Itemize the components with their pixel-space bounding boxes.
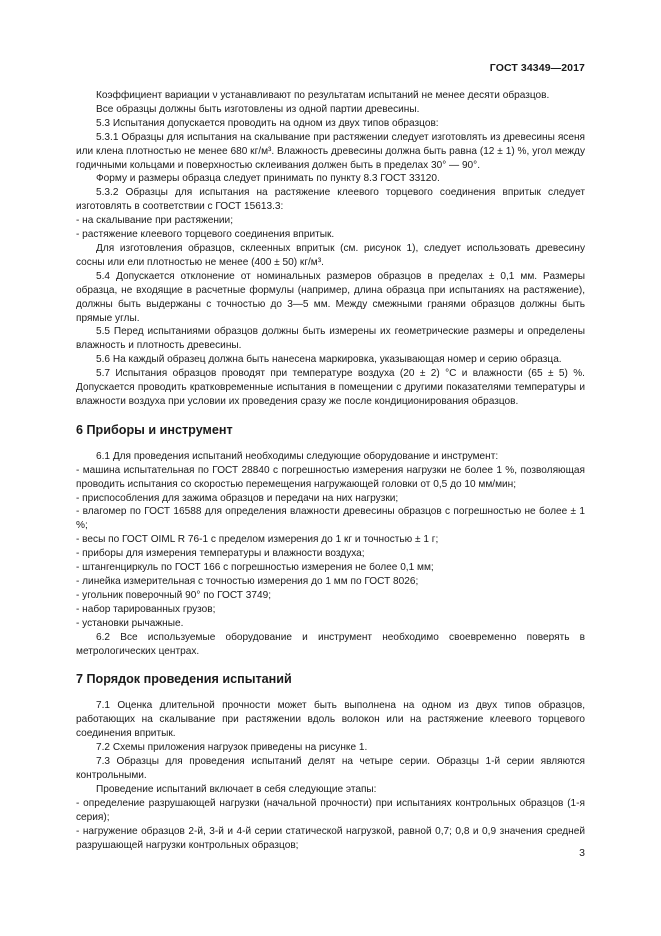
- paragraph: 7.1 Оценка длительной прочности может быть выполнена на одном из двух типов образцов, работающих на скалывание при растяжении вдоль волокон или на растяжение клеевого торцевого соединения впритык.: [76, 700, 585, 740]
- list-item: - приборы для измерения температуры и влажности воздуха;: [76, 548, 365, 560]
- paragraph: 6.1 Для проведения испытаний необходимы следующие оборудование и инструмент:: [96, 450, 499, 462]
- list-item: - установки рычажные.: [76, 617, 184, 629]
- list-item: - машина испытательная по ГОСТ 28840 с погрешностью измерения нагрузки не более 1 %, позволяющая проводить испытания со скоростью перемещения нагружающей головки от 0,5 до 10 мм/мин;: [76, 464, 585, 490]
- page-content: [76, 89, 585, 852]
- paragraph: 5.3.2 Образцы для испытания на растяжение клеевого торцевого соединения впритык следует изготовлять в соответствии с ГОСТ 15613.3:: [76, 187, 585, 213]
- paragraph: 5.3 Испытания допускается проводить на одном из двух типов образцов:: [96, 117, 439, 129]
- paragraph: Проведение испытаний включает в себя следующие этапы:: [96, 783, 377, 795]
- list-item: - на скалывание при растяжении;: [76, 215, 234, 227]
- paragraph: 5.4 Допускается отклонение от номинальных размеров образцов в пределах ± 0,1 мм. Размеры образца, не входящие в расчетные формулы (например, длина образца при испытаниях на растяжение), должны быть выдержаны с точностью до 3—5 мм. Между смежными гранями образцов должны быть прямые углы.: [76, 270, 585, 324]
- list-item: - угольник поверочный 90° по ГОСТ 3749;: [76, 589, 272, 601]
- paragraph: 5.6 На каждый образец должна быть нанесена маркировка, указывающая номер и серию образца.: [96, 354, 562, 366]
- list-item: - штангенциркуль по ГОСТ 166 с погрешностью измерения не более 0,1 мм;: [76, 562, 434, 574]
- document-header: ГОСТ 34349—2017: [489, 62, 585, 74]
- list-item: - влагомер по ГОСТ 16588 для определения влажности древесины образцов с погрешностью не более ± 1 %;: [76, 506, 585, 532]
- paragraph: 5.7 Испытания образцов проводят при температуре воздуха (20 ± 2) °С и влажности (65 ± 5) %. Допускается проводить кратковременные испытания в помещении с другими показателями температуры и влажности воздуха при условии их проведения сразу же после кондиционирования образцов.: [76, 368, 585, 407]
- paragraph: 5.5 Перед испытаниями образцов должны быть измерены их геометрические размеры и определены влажность и плотность древесины.: [76, 326, 585, 352]
- paragraph: Все образцы должны быть изготовлены из одной партии древесины.: [96, 103, 420, 115]
- list-item: - растяжение клеевого торцевого соединения впритык.: [76, 229, 335, 241]
- list-item: - набор тарированных грузов;: [76, 603, 216, 615]
- paragraph: Коэффициент вариации ν устанавливают по результатам испытаний не менее десяти образцов.: [96, 90, 550, 101]
- paragraph: Для изготовления образцов, склеенных впритык (см. рисунок 1), следует использовать древесину сосны или ели плотностью не менее (400 ± 50) кг/м³.: [76, 242, 585, 268]
- paragraph: 7.2 Схемы приложения нагрузок приведены на рисунке 1.: [96, 742, 368, 754]
- section-heading: 7 Порядок проведения испытаний: [76, 672, 292, 687]
- list-item: - линейка измерительная с точностью измерения до 1 мм по ГОСТ 8026;: [76, 576, 419, 587]
- page-number: 3: [579, 847, 585, 859]
- section-heading: 6 Приборы и инструмент: [76, 422, 233, 437]
- paragraph: Форму и размеры образца следует принимать по пункту 8.3 ГОСТ 33120.: [96, 173, 440, 185]
- paragraph: 6.2 Все используемые оборудование и инструмент необходимо своевременно поверять в метрологических центрах.: [76, 631, 585, 657]
- list-item: - нагружение образцов 2-й, 3-й и 4-й серии статической нагрузкой, равной 0,7; 0,8 и 0,9 значения средней разрушающей нагрузки контрольных образцов;: [76, 825, 585, 851]
- list-item: - определение разрушающей нагрузки (начальной прочности) при испытаниях контрольных образцов (1-я серия);: [76, 797, 585, 823]
- list-item: - весы по ГОСТ OIML R 76-1 с пределом измерения до 1 кг и точностью ± 1 г;: [76, 534, 439, 546]
- list-item: - приспособления для зажима образцов и передачи на них нагрузки;: [76, 492, 399, 504]
- paragraph: 7.3 Образцы для проведения испытаний делят на четыре серии. Образцы 1-й серии являются контрольными.: [76, 756, 585, 781]
- paragraph: 5.3.1 Образцы для испытания на скалывание при растяжении следует изготовлять из древесины ясеня или клена плотностью не менее 680 кг/м³. Влажность древесины должна быть равна (12 ± 1) %, угол между годичными кольцами и поверхностью склеивания должен быть в пределах 30° — 90°.: [76, 131, 585, 171]
